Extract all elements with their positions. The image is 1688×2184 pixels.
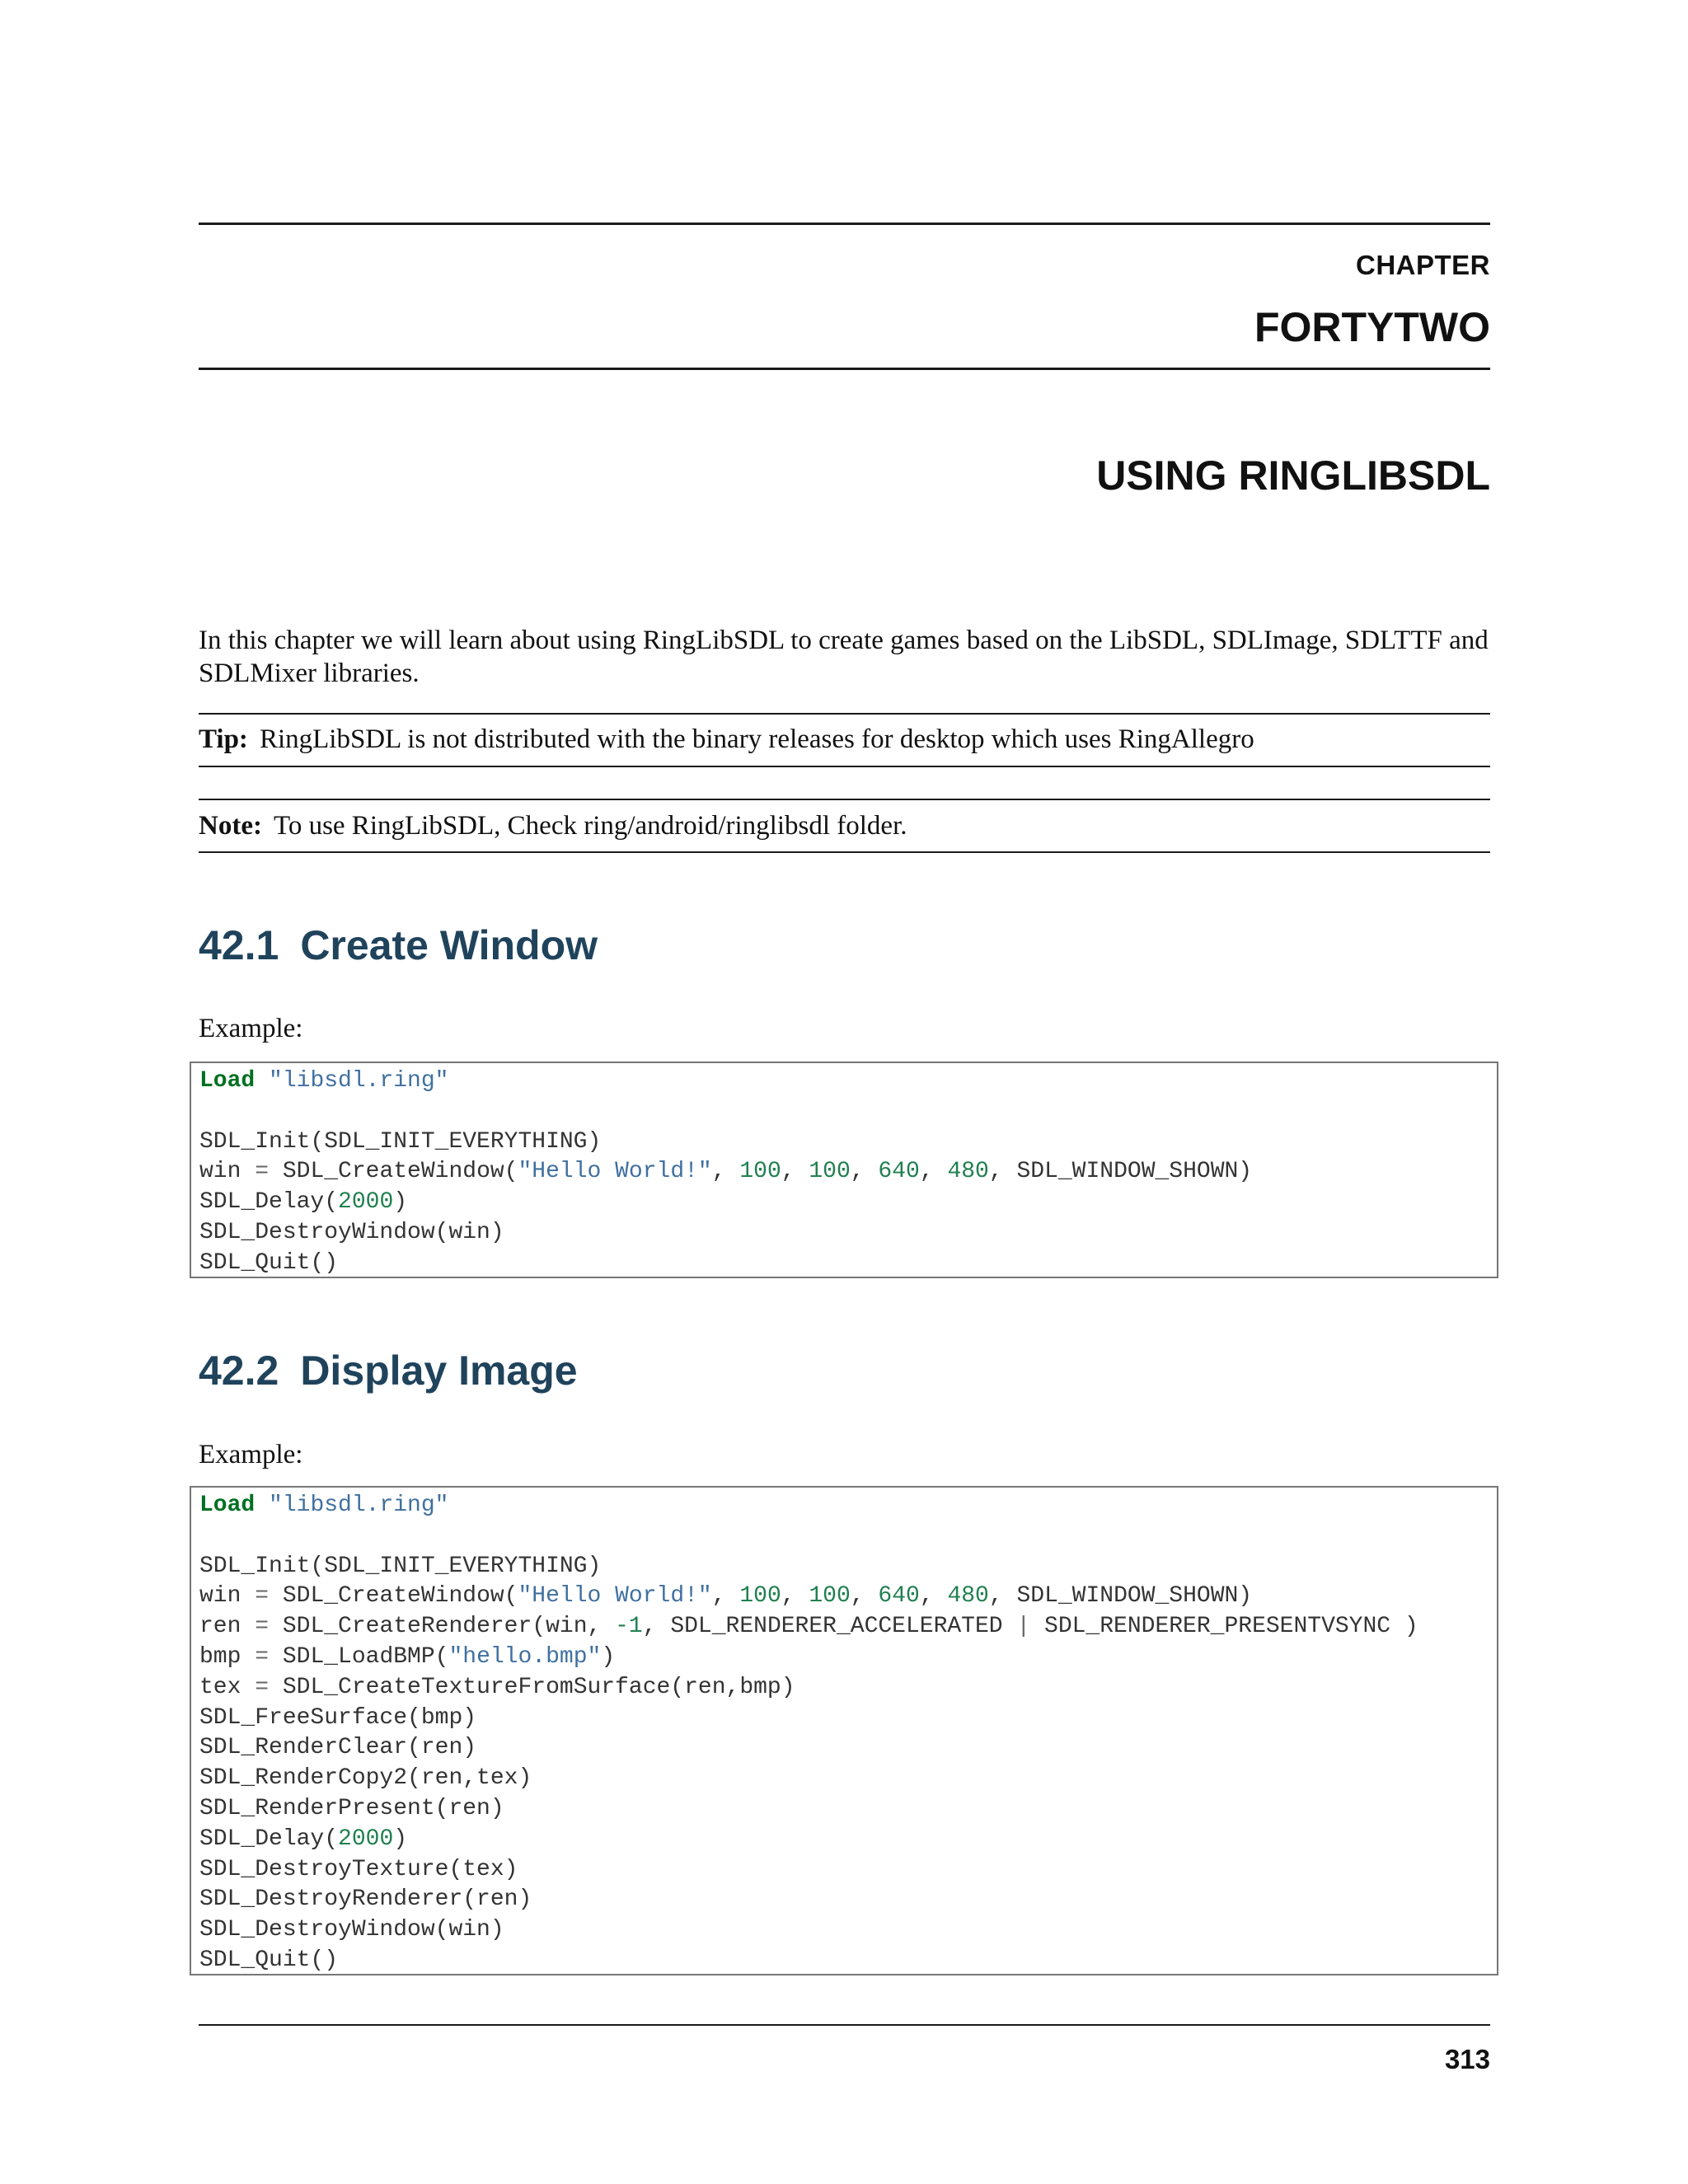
code-token: SDL_LoadBMP( xyxy=(269,1643,449,1670)
chapter-number: FORTYTWO xyxy=(1254,304,1490,350)
code-token: SDL_DestroyWindow(win) xyxy=(199,1917,504,1943)
code-line xyxy=(199,1825,1497,1855)
code-token: , xyxy=(781,1583,809,1610)
code-line xyxy=(199,1612,1497,1643)
code-line xyxy=(199,1188,1497,1218)
page-number: 313 xyxy=(1444,2044,1490,2074)
code-token: SDL_DestroyWindow(win) xyxy=(199,1219,504,1245)
code-line xyxy=(199,1491,1497,1521)
note-label: Note: xyxy=(199,811,262,841)
tip-text: RingLibSDL is not distributed with the binary releases for desktop which uses RingAllegro xyxy=(259,724,1254,754)
tip-admonition xyxy=(199,723,1490,756)
code-token: , xyxy=(850,1159,879,1185)
code-line xyxy=(199,1855,1497,1886)
section-number: 42.2 xyxy=(199,1347,279,1394)
code-line xyxy=(199,1157,1497,1188)
code-token: "hello.bmp" xyxy=(448,1643,602,1670)
code-token: SDL_DestroyRenderer(ren) xyxy=(199,1886,532,1913)
code-token: SDL_CreateWindow( xyxy=(269,1159,518,1185)
code-line xyxy=(199,1673,1497,1704)
code-token: , xyxy=(919,1159,948,1185)
section-title-display-image xyxy=(199,1347,578,1394)
code-token: 100 xyxy=(809,1159,851,1185)
code-token: bmp xyxy=(199,1643,256,1670)
code-line xyxy=(199,1704,1497,1734)
chapter-label: CHAPTER xyxy=(1355,250,1490,280)
code-token: 480 xyxy=(947,1583,989,1610)
chapter-title: USING RINGLIBSDL xyxy=(1096,452,1490,499)
code-token: | xyxy=(1016,1614,1031,1640)
code-token: = xyxy=(255,1643,270,1670)
code-token: , xyxy=(850,1583,879,1610)
code-line xyxy=(199,1521,1497,1552)
code-line xyxy=(199,1249,1497,1278)
code-line xyxy=(199,1946,1497,1975)
code-line xyxy=(199,1127,1497,1158)
code-line xyxy=(199,1218,1497,1249)
code-token: SDL_RenderPresent(ren) xyxy=(199,1795,504,1821)
section-title-text: Display Image xyxy=(300,1347,578,1394)
code-token: = xyxy=(255,1674,270,1700)
note-admonition xyxy=(199,809,1490,842)
code-token: "Hello World!" xyxy=(518,1583,712,1610)
code-token: ) xyxy=(601,1643,616,1670)
tip-bottom-rule xyxy=(199,766,1490,767)
code-token: , xyxy=(711,1583,740,1610)
code-token: tex xyxy=(199,1674,256,1700)
tip-label: Tip: xyxy=(199,724,248,754)
example-label: Example: xyxy=(199,1440,303,1469)
code-token: SDL_CreateTextureFromSurface(ren,bmp) xyxy=(269,1674,795,1700)
code-token: ) xyxy=(393,1189,408,1216)
code-token: SDL_Delay( xyxy=(199,1825,339,1852)
section-number: 42.1 xyxy=(199,922,279,968)
code-line xyxy=(199,1552,1497,1582)
code-token: ) xyxy=(393,1825,408,1852)
section-title-text: Create Window xyxy=(300,922,598,968)
code-token: 640 xyxy=(878,1159,920,1185)
code-token: "Hello World!" xyxy=(518,1159,712,1185)
note-text: To use RingLibSDL, Check ring/android/ringlibsdl folder. xyxy=(273,811,907,841)
code-token: SDL_FreeSurface(bmp) xyxy=(199,1704,477,1731)
code-token: 2000 xyxy=(338,1189,394,1216)
code-token xyxy=(255,1068,269,1094)
code-token: SDL_Delay( xyxy=(199,1189,339,1216)
code-token: , SDL_RENDERER_ACCELERATED xyxy=(642,1614,1017,1640)
code-block-create-window xyxy=(190,1062,1498,1278)
code-token: 100 xyxy=(739,1583,781,1610)
code-token: "libsdl.ring" xyxy=(269,1068,449,1094)
code-token xyxy=(255,1493,269,1518)
code-line xyxy=(199,1915,1497,1946)
footer-rule xyxy=(199,2024,1490,2026)
code-line xyxy=(199,1733,1497,1764)
code-token: SDL_CreateRenderer(win, xyxy=(269,1614,616,1640)
code-line xyxy=(199,1582,1497,1612)
code-token: 640 xyxy=(878,1583,920,1610)
code-line xyxy=(199,1066,1497,1097)
code-token: = xyxy=(255,1583,270,1610)
code-block-display-image xyxy=(190,1486,1498,1975)
note-bottom-rule xyxy=(199,851,1490,853)
code-token: SDL_Quit() xyxy=(199,1249,339,1276)
code-token: , xyxy=(781,1159,809,1185)
code-token: SDL_RenderCopy2(ren,tex) xyxy=(199,1765,532,1792)
code-token: SDL_RENDERER_PRESENTVSYNC ) xyxy=(1030,1614,1418,1640)
note-top-rule xyxy=(199,799,1490,800)
code-token: 100 xyxy=(739,1159,781,1185)
code-token: SDL_Quit() xyxy=(199,1947,339,1973)
code-token: , xyxy=(919,1583,948,1610)
code-token: SDL_Init(SDL_INIT_EVERYTHING) xyxy=(199,1553,602,1579)
header-top-rule xyxy=(199,223,1490,225)
code-token: SDL_DestroyTexture(tex) xyxy=(199,1856,518,1882)
code-token: , SDL_WINDOW_SHOWN) xyxy=(988,1583,1253,1610)
intro-paragraph: In this chapter we will learn about using RingLibSDL to create games based on the LibSDL, SDLImage, SDLTTF and SDLMixer libraries. xyxy=(199,626,1489,688)
code-token: 100 xyxy=(809,1583,851,1610)
code-line xyxy=(199,1885,1497,1915)
code-token: SDL_CreateWindow( xyxy=(269,1583,518,1610)
code-line xyxy=(199,1764,1497,1794)
code-token: "libsdl.ring" xyxy=(269,1493,449,1518)
code-token: = xyxy=(255,1159,270,1185)
code-token: ren xyxy=(199,1614,256,1640)
code-token: Load xyxy=(199,1068,256,1094)
code-token: 480 xyxy=(947,1159,989,1185)
code-token: SDL_Init(SDL_INIT_EVERYTHING) xyxy=(199,1128,602,1155)
code-token: win xyxy=(199,1159,256,1185)
code-token: SDL_RenderClear(ren) xyxy=(199,1735,477,1761)
example-label: Example: xyxy=(199,1014,303,1043)
code-token: , xyxy=(711,1159,740,1185)
code-token: , SDL_WINDOW_SHOWN) xyxy=(988,1159,1253,1185)
section-title-create-window xyxy=(199,921,598,969)
code-token: win xyxy=(199,1583,256,1610)
code-token: -1 xyxy=(615,1614,643,1640)
code-token: = xyxy=(255,1614,270,1640)
code-line xyxy=(199,1097,1497,1127)
code-line xyxy=(199,1794,1497,1825)
code-token: Load xyxy=(199,1493,256,1518)
code-token: 2000 xyxy=(338,1825,394,1852)
header-bottom-rule xyxy=(199,368,1490,370)
tip-top-rule xyxy=(199,713,1490,715)
code-line xyxy=(199,1643,1497,1673)
